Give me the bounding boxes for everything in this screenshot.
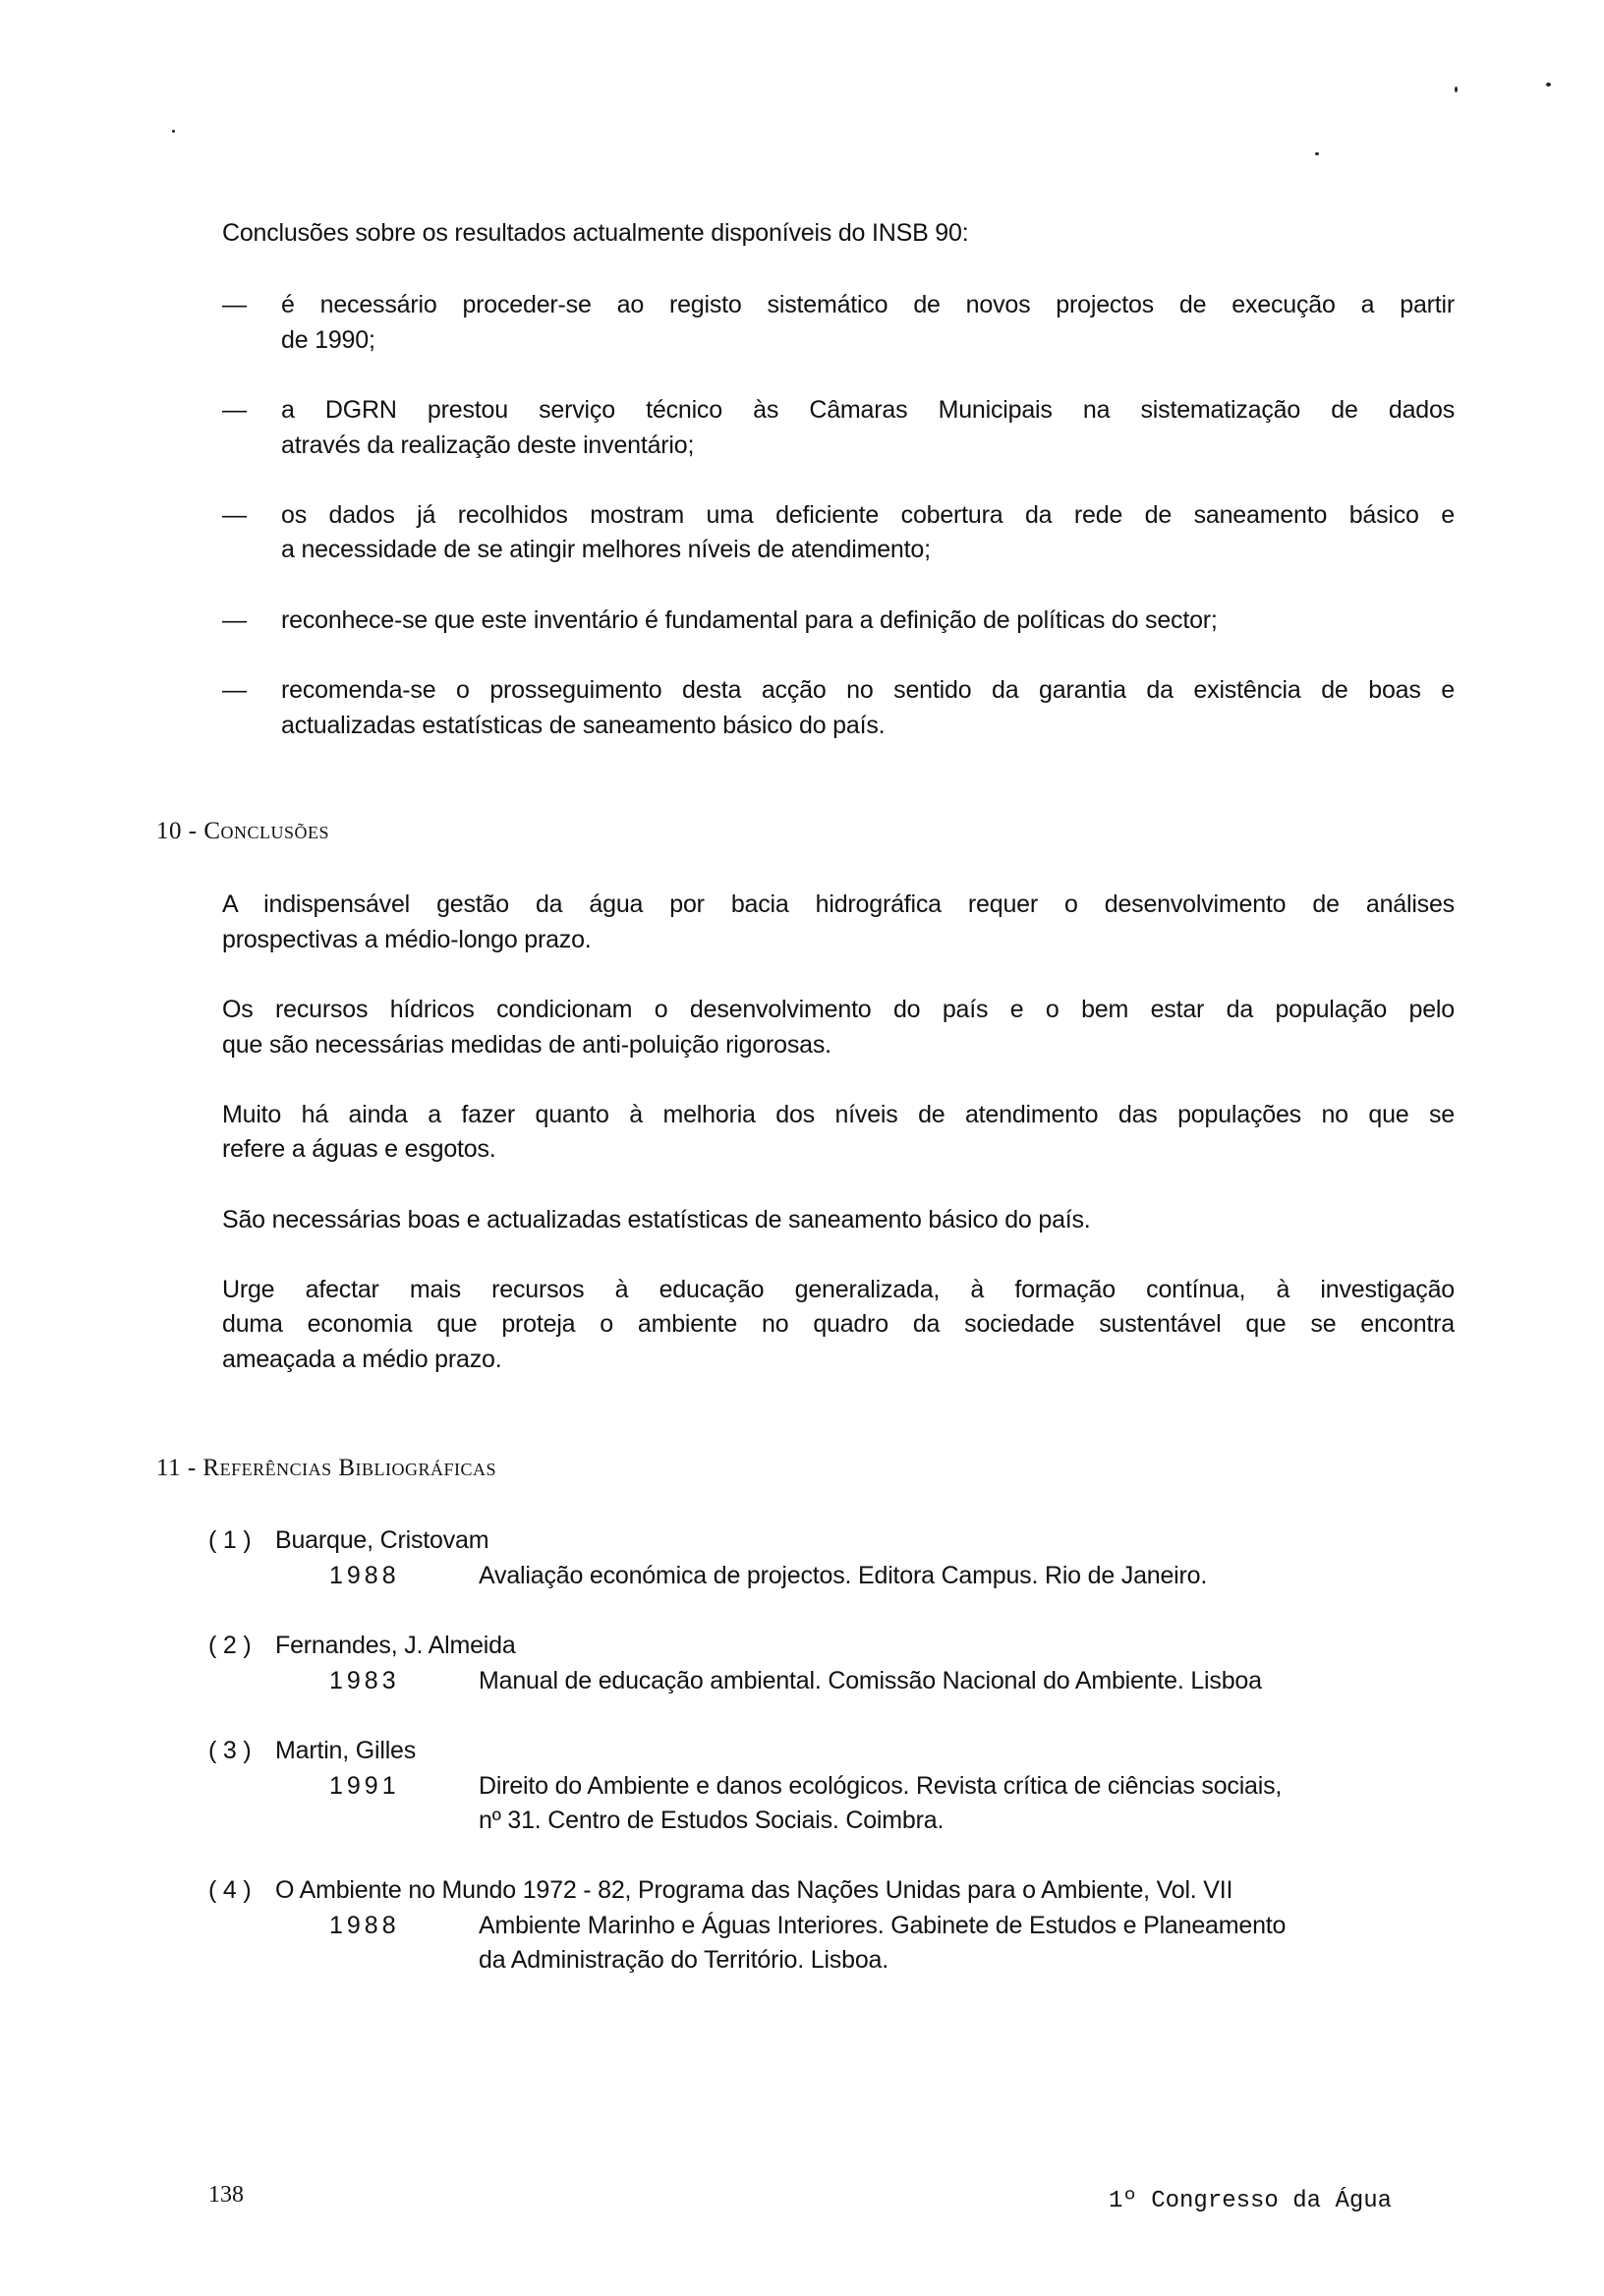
list-item-line: reconhece-se que este inventário é fundamental para a definição de políticas do sector;	[281, 606, 1218, 634]
reference-text-line: nº 31. Centro de Estudos Sociais. Coimbra.	[479, 1807, 945, 1834]
reference-year: 1988	[329, 1562, 400, 1589]
list-item-line: de 1990;	[281, 326, 375, 354]
reference-text-line: Manual de educação ambiental. Comissão Nacional do Ambiente. Lisboa	[479, 1667, 1262, 1694]
paragraph-line: Urge afectar mais recursos à educação generalizada, à formação contínua, à investigação	[222, 1276, 1455, 1303]
reference-text-line: da Administração do Território. Lisboa.	[479, 1946, 888, 1974]
reference-year: 1983	[329, 1667, 400, 1694]
dash-bullet-icon: —	[222, 676, 247, 704]
list-item-line: a DGRN prestou serviço técnico às Câmaras Municipais na sistematização de dados	[281, 396, 1455, 424]
scan-speck	[1455, 86, 1458, 92]
paragraph-line: São necessárias boas e actualizadas estatísticas de saneamento básico do país.	[222, 1206, 1091, 1234]
paragraph-line: refere a águas e esgotos.	[222, 1135, 496, 1163]
list-item-line: os dados já recolhidos mostram uma deficiente cobertura da rede de saneamento básico e	[281, 501, 1455, 529]
scan-speck	[1546, 83, 1551, 86]
paragraph-line: duma economia que proteja o ambiente no quadro da sociedade sustentável que se encontra	[222, 1310, 1455, 1338]
reference-author: O Ambiente no Mundo 1972 - 82, Programa das Nações Unidas para o Ambiente, Vol. VII	[275, 1876, 1233, 1904]
paragraph-line: ameaçada a médio prazo.	[222, 1346, 502, 1373]
reference-text-line: Avaliação económica de projectos. Editora Campus. Rio de Janeiro.	[479, 1562, 1208, 1589]
list-item-line: actualizadas estatísticas de saneamento básico do país.	[281, 712, 886, 739]
paragraph-line: Muito há ainda a fazer quanto à melhoria dos níveis de atendimento das populações no que se	[222, 1101, 1455, 1128]
reference-year: 1988	[329, 1912, 400, 1939]
dash-bullet-icon: —	[222, 501, 247, 529]
reference-label: ( 4 )	[208, 1876, 252, 1904]
intro-text: Conclusões sobre os resultados actualmente disponíveis do INSB 90:	[222, 219, 969, 247]
reference-text-line: Direito do Ambiente e danos ecológicos. Revista crítica de ciências sociais,	[479, 1772, 1283, 1800]
page-number: 138	[208, 2182, 244, 2208]
dash-bullet-icon: —	[222, 606, 247, 634]
scan-speck	[172, 130, 175, 133]
reference-author: Buarque, Cristovam	[275, 1526, 489, 1554]
reference-label: ( 3 )	[208, 1737, 252, 1764]
reference-label: ( 2 )	[208, 1632, 252, 1659]
paragraph-line: prospectivas a médio-longo prazo.	[222, 926, 592, 953]
section-title: Referências Bibliográficas	[202, 1455, 497, 1481]
list-item-line: através da realização deste inventário;	[281, 431, 695, 459]
list-item-line: a necessidade de se atingir melhores níveis de atendimento;	[281, 536, 931, 563]
reference-year: 1991	[329, 1772, 400, 1800]
dash-bullet-icon: —	[222, 291, 247, 318]
paragraph-line: Os recursos hídricos condicionam o desenvolvimento do país e o bem estar da população pelo	[222, 996, 1455, 1023]
list-item-line: recomenda-se o prosseguimento desta acção no sentido da garantia da existência de boas e	[281, 676, 1455, 704]
publication-title: 1º Congresso da Água	[1109, 2188, 1393, 2214]
section-11-heading	[156, 1454, 496, 1483]
section-10-heading	[156, 817, 329, 846]
dash-bullet-icon: —	[222, 396, 247, 424]
paragraph-line: A indispensável gestão da água por bacia hidrográfica requer o desenvolvimento de análises	[222, 890, 1455, 918]
reference-author: Martin, Gilles	[275, 1737, 417, 1764]
paragraph-line: que são necessárias medidas de anti-poluição rigorosas.	[222, 1031, 831, 1059]
scan-speck	[1315, 152, 1319, 155]
list-item-line: é necessário proceder-se ao registo sistemático de novos projectos de execução a partir	[281, 291, 1455, 318]
reference-label: ( 1 )	[208, 1526, 252, 1554]
section-number: 10 -	[156, 818, 198, 844]
section-number: 11 -	[156, 1455, 197, 1481]
reference-text-line: Ambiente Marinho e Águas Interiores. Gabinete de Estudos e Planeamento	[479, 1912, 1287, 1939]
section-title: Conclusões	[203, 818, 330, 844]
reference-author: Fernandes, J. Almeida	[275, 1632, 516, 1659]
